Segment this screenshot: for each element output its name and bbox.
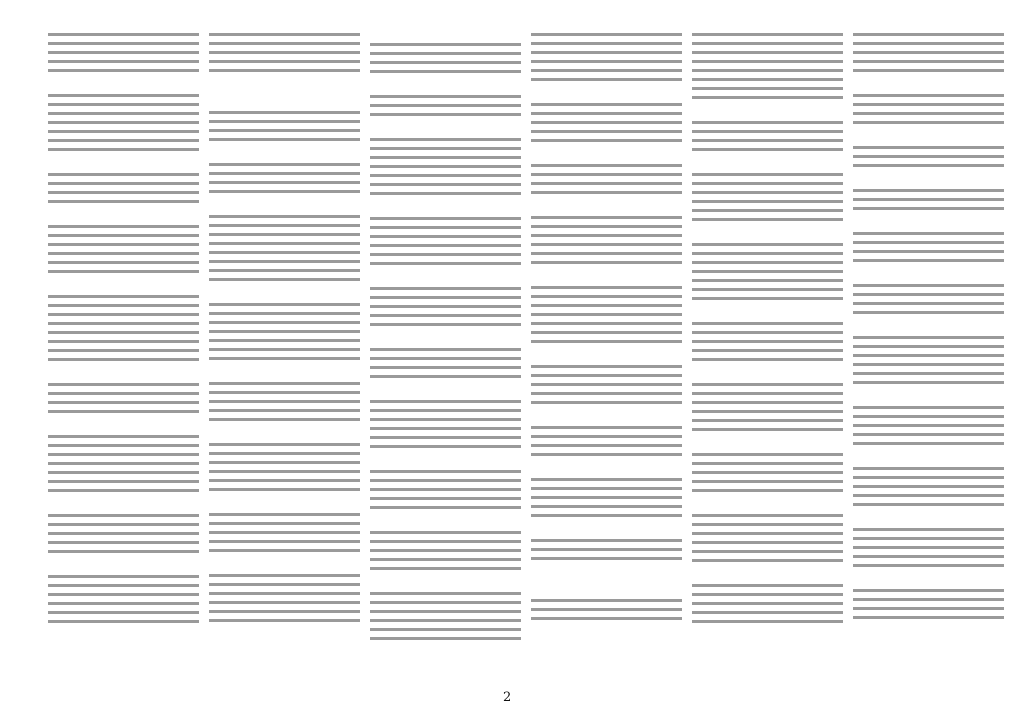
entry-text (209, 30, 360, 75)
entry-text (692, 240, 843, 303)
entry (209, 561, 360, 625)
entry-heading (692, 309, 843, 319)
entry-text (692, 511, 843, 565)
entry-text (531, 362, 682, 407)
entry-heading (853, 219, 1004, 229)
entry-heading (853, 323, 1004, 333)
entry (853, 30, 1004, 75)
entry-text (370, 92, 521, 119)
entry-text (370, 528, 521, 573)
column-6 (853, 30, 1004, 686)
entry-heading (531, 273, 682, 283)
column-1 (48, 30, 199, 686)
entry (370, 30, 521, 76)
entry-heading (853, 576, 1004, 586)
entry (531, 465, 682, 520)
entry-heading (853, 271, 1004, 281)
entry (48, 370, 199, 416)
entry-heading (370, 335, 521, 345)
entry-text (853, 464, 1004, 509)
entry-text (531, 475, 682, 520)
entry-text (209, 108, 360, 144)
entry-text (853, 186, 1004, 213)
entry (209, 290, 360, 363)
entry-heading (853, 393, 1004, 403)
entry-text (48, 222, 199, 276)
entry (209, 500, 360, 555)
entry-text (370, 284, 521, 329)
entry-text (853, 143, 1004, 170)
entry-heading (692, 571, 843, 581)
entry (853, 271, 1004, 317)
entry-text (853, 586, 1004, 622)
entry-text (209, 571, 360, 625)
entry-text (48, 380, 199, 416)
entry (370, 335, 521, 381)
entry (853, 219, 1004, 265)
entry-text (853, 281, 1004, 317)
entry (370, 125, 521, 198)
entry-heading (692, 230, 843, 240)
entry (692, 440, 843, 495)
entry-heading (370, 274, 521, 284)
entry (370, 387, 521, 451)
entry-heading (48, 160, 199, 170)
page-number: 2 (503, 690, 512, 705)
entry-heading (370, 82, 521, 92)
entry-text (692, 118, 843, 154)
entry-heading (48, 370, 199, 380)
entry (370, 204, 521, 268)
entry (531, 526, 682, 563)
entry-text (531, 596, 682, 623)
entry-text (209, 440, 360, 494)
entry (853, 576, 1004, 622)
entry-text (692, 319, 843, 364)
entry-heading (370, 579, 521, 589)
entry-heading (531, 203, 682, 213)
entry-heading (209, 98, 360, 108)
entry (48, 282, 199, 364)
entry (48, 501, 199, 556)
entry (48, 562, 199, 626)
entry-text (853, 229, 1004, 265)
entry-heading (692, 160, 843, 170)
section-title (209, 81, 360, 93)
entry-text (853, 525, 1004, 570)
entry (853, 515, 1004, 570)
entry (692, 30, 843, 102)
entry-heading (48, 212, 199, 222)
entry-text (48, 170, 199, 206)
entry-heading (370, 204, 521, 214)
entry (48, 30, 199, 75)
entry (48, 81, 199, 154)
entry (531, 203, 682, 267)
column-4 (531, 30, 682, 686)
entry-heading (531, 151, 682, 161)
entry-heading (370, 125, 521, 135)
entry-heading (370, 30, 521, 40)
entry-text (209, 510, 360, 555)
entry-heading (853, 81, 1004, 91)
entry (370, 518, 521, 573)
entry (853, 454, 1004, 509)
entry (48, 160, 199, 206)
entry-text (531, 30, 682, 84)
entry (692, 230, 843, 303)
entry-heading (853, 176, 1004, 186)
entry (370, 82, 521, 119)
entry-heading (48, 81, 199, 91)
entry-text (531, 536, 682, 563)
entry (370, 457, 521, 512)
entry (531, 352, 682, 407)
entry-text (370, 589, 521, 643)
entry (853, 393, 1004, 448)
entry (209, 430, 360, 494)
entry-text (48, 292, 199, 364)
entry-heading (531, 90, 682, 100)
entry-heading (370, 457, 521, 467)
text-columns (48, 30, 1004, 686)
column-3 (370, 30, 521, 686)
entry-heading (48, 422, 199, 432)
entry-heading (209, 290, 360, 300)
entry-heading (692, 440, 843, 450)
entry-text (48, 30, 199, 75)
entry (209, 202, 360, 284)
entry-heading (531, 526, 682, 536)
entry (692, 309, 843, 364)
entry-heading (531, 352, 682, 362)
entry (48, 422, 199, 495)
entry-text (48, 91, 199, 154)
entry-heading (48, 562, 199, 572)
entry (853, 323, 1004, 387)
entry (531, 273, 682, 346)
entry (531, 151, 682, 197)
entry-text (370, 467, 521, 512)
entry-heading (692, 108, 843, 118)
entry-text (531, 100, 682, 145)
entry-text (853, 30, 1004, 75)
entry-text (209, 212, 360, 284)
entry-heading (531, 413, 682, 423)
entry-text (853, 333, 1004, 387)
entry (370, 274, 521, 329)
entry-heading (853, 133, 1004, 143)
entry-text (692, 581, 843, 626)
entry (48, 212, 199, 276)
entry (531, 586, 682, 623)
section-title (531, 569, 682, 581)
column-5 (692, 30, 843, 686)
entry-text (370, 397, 521, 451)
entry-text (370, 345, 521, 381)
entry-text (370, 40, 521, 76)
entry-text (692, 380, 843, 434)
entry-text (853, 91, 1004, 127)
entry-text (370, 135, 521, 198)
entry (531, 30, 682, 84)
column-2 (209, 30, 360, 686)
entry-text (48, 572, 199, 626)
entry (853, 133, 1004, 170)
entry-heading (853, 515, 1004, 525)
entry-text (692, 450, 843, 495)
entry-text (48, 511, 199, 556)
entry-text (370, 214, 521, 268)
entry (692, 160, 843, 224)
entry-text (531, 423, 682, 459)
entry-heading (48, 282, 199, 292)
entry-heading (209, 202, 360, 212)
entry (692, 108, 843, 154)
entry (209, 150, 360, 196)
entry-heading (209, 430, 360, 440)
entry (209, 369, 360, 424)
entry-heading (692, 370, 843, 380)
entry-text (531, 283, 682, 346)
entry-text (853, 403, 1004, 448)
entry (853, 81, 1004, 127)
entry (370, 579, 521, 643)
entry-text (209, 379, 360, 424)
entry (531, 413, 682, 459)
entry-heading (209, 150, 360, 160)
entry (853, 176, 1004, 213)
entry (692, 370, 843, 434)
entry-heading (692, 501, 843, 511)
entry-text (48, 432, 199, 495)
entry (531, 90, 682, 145)
entry-heading (531, 586, 682, 596)
entry-heading (209, 561, 360, 571)
entry-text (692, 30, 843, 102)
entry-text (692, 170, 843, 224)
entry-text (209, 160, 360, 196)
entry-heading (531, 465, 682, 475)
entry-text (209, 300, 360, 363)
entry-heading (209, 500, 360, 510)
entry (209, 30, 360, 75)
entry-text (531, 213, 682, 267)
entry-heading (209, 369, 360, 379)
entry-heading (48, 501, 199, 511)
entry-heading (370, 387, 521, 397)
entry-heading (853, 454, 1004, 464)
entry (692, 571, 843, 626)
entry (692, 501, 843, 565)
entry-text (531, 161, 682, 197)
entry (209, 98, 360, 144)
entry-heading (370, 518, 521, 528)
